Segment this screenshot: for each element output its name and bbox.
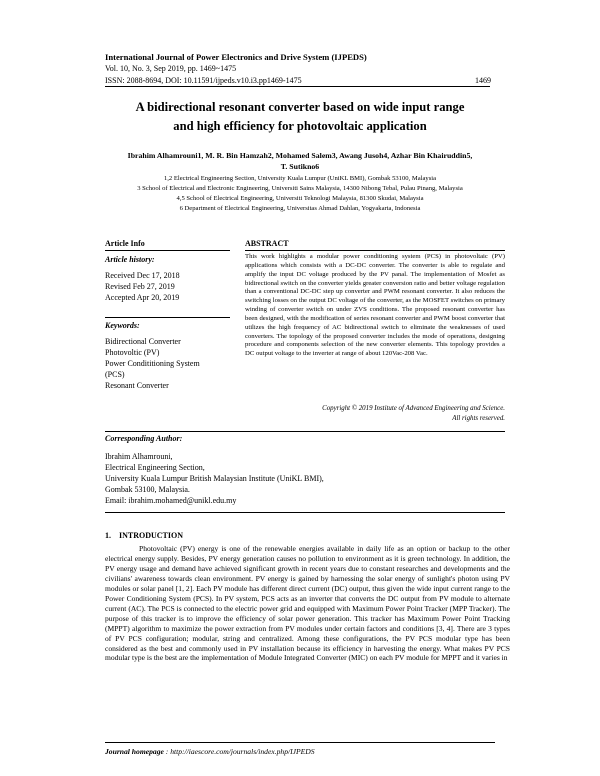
keyword-list: [105, 336, 200, 391]
introduction-body: Photovoltaic (PV) energy is one of the renewable energies available in daily life as an option or backup to the other electrical energy supply. Besides, PV energy generation causes no pollution to environment as it is green technology. In addition, the PV energy usage and demand have achieved significant growth in recent years due to constant researches and developments and the civilians' awareness towards clean environment. PV energy is gained by harnessing the solar energy of sunlight's photon using PV modules or solar panel [1, 2]. Each PV module has different direct current (DC) output, thus given the wide input current range to the Power Conditioning System (PCS). In PV system, PCS acts as an inverter that converts the DC output from PV module to alternate current (AC). The PCS is connected to the electric power grid and equipped with Maximum Power Point Tracker (MPP Tracker). The purpose of this tracker is to improve the efficiency of solar power generation. This tracker has Maximum Power Point Tracking (MPPT) algorithm to maximize the power extraction from PV modules under certain factors and conditions [3, 4]. There are 3 types of PV PCS configuration; modular, string and centralized. Among these configurations, the PV PCS modular type has been considered as the best and commonly used in PV installation because its efficiency in harvesting the energy. What makes PV PCS modular type is the best are the implementation of Module Integrated Converter (MIC) on each PV module for MPPT and it varies in: [105, 544, 510, 663]
abstract-heading: ABSTRACT: [245, 239, 289, 248]
history-accepted: Accepted Apr 20, 2019: [105, 293, 180, 302]
corresponding-institution: University Kuala Lumpur British Malaysian Institute (UniKL BMI),: [105, 474, 324, 483]
history-received: Received Dec 17, 2018: [105, 271, 180, 280]
journal-volume: Vol. 10, No. 3, Sep 2019, pp. 1469~1475: [105, 64, 237, 73]
page-number: 1469: [475, 76, 491, 85]
affiliation: 3 School of Electrical and Electronic Engineering, Universiti Sains Malaysia, 14300 Nibong Tebal, Pulau Pinang, Malaysia: [137, 185, 463, 192]
article-history: [105, 270, 180, 303]
journal-homepage: Journal homepage : http://iaescore.com/journals/index.php/IJPEDS: [105, 747, 315, 756]
corresponding-email: Email: ibrahim.mohamed@unikl.edu.my: [105, 496, 237, 505]
header-rule: [105, 86, 490, 87]
keyword: (PCS): [105, 370, 125, 379]
article-info-heading: Article Info: [105, 239, 145, 248]
journal-name: International Journal of Power Electronics and Drive System (IJPEDS): [105, 52, 367, 62]
rights-line: All rights reserved.: [452, 415, 505, 422]
corresponding-name: Ibrahim Alhamrouni,: [105, 452, 173, 461]
footer-rule: [105, 742, 495, 743]
author-line: T. Sutikno6: [280, 162, 320, 171]
introduction-text: [105, 544, 510, 663]
affiliation: 1,2 Electrical Engineering Section, University Kuala Lumpur (UniKL BMI), Gombak 53100, Malaysia: [163, 175, 437, 182]
title-line: A bidirectional resonant converter based on wide input range: [135, 100, 465, 114]
section-rule: [105, 317, 230, 318]
section-rule: [245, 250, 505, 251]
section-rule: [105, 431, 505, 432]
corresponding-heading: Corresponding Author:: [105, 434, 183, 443]
author-line: Ibrahim Alhamrouni1, M. R. Bin Hamzah2, Mohamed Salem3, Awang Jusoh4, Azhar Bin Khairuddin5,: [127, 151, 473, 160]
affiliation: 4,5 School of Electrical Engineering, Universiti Teknologi Malaysia, 81300 Skudai, Malaysia: [176, 195, 424, 202]
corresponding-section: Electrical Engineering Section,: [105, 463, 205, 472]
abstract-text: This work highlights a modular power conditioning system (PCS) in photovoltaic (PV) applications which consists with a DC-DC converter. The converter is able to regulate and amplify the input DC voltage produced by the PV panal. The implementation of Mosfet as bidirectional switch on the converter yields greater conversion ratio and better voltage regulation than a conventional DC-DC step up converter and PWM resonant converter. It also reduces the switching losses on the output DC voltage of the converter, as the MOSFET switches on primary winding of converter switch on under ZVS conditions. The proposed resonant converter has been designed, with the modification of series resonant converter and PWM boost converter that utilizes the high frequency of AC bidirectional switch to eliminate the weaknesses of used converters. The topology of the proposed converter includes the mode of operations, designing procedure and components selection of the new converter elements. This topology provides a DC output voltage to the inverter at range of about 120Vac-208 Vac.: [245, 253, 505, 358]
journal-issn-doi: ISSN: 2088-8694, DOI: 10.11591/ijpeds.v10.i3.pp1469-1475: [105, 76, 302, 85]
author-list: [95, 150, 505, 172]
introduction-heading: 1. INTRODUCTION: [105, 531, 184, 540]
article-history-heading: Article history:: [105, 255, 155, 264]
corresponding-details: [105, 451, 324, 506]
copyright-line: Copyright © 2019 Institute of Advanced Engineering and Science.: [322, 405, 505, 412]
affiliation: 6 Department of Electrical Engineering, Universitas Ahmad Dahlan, Yogyakarta, Indonesia: [179, 205, 421, 212]
keywords-heading: Keywords:: [105, 321, 140, 330]
keyword: Resonant Converter: [105, 381, 169, 390]
keyword: Power Condititioning System: [105, 359, 200, 368]
history-revised: Revised Feb 27, 2019: [105, 282, 175, 291]
keyword: Bidirectional Converter: [105, 337, 181, 346]
homepage-link[interactable]: http://iaescore.com/journals/index.php/IJPEDS: [170, 747, 315, 756]
paper-title: [60, 98, 540, 136]
section-rule: [105, 512, 505, 513]
corresponding-city: Gombak 53100, Malaysia.: [105, 485, 190, 494]
title-line: and high efficiency for photovoltaic application: [173, 119, 427, 133]
copyright-notice: [245, 404, 505, 424]
homepage-label: Journal homepage: [105, 747, 164, 756]
section-rule: [105, 250, 230, 251]
keyword: Photovoltic (PV): [105, 348, 160, 357]
